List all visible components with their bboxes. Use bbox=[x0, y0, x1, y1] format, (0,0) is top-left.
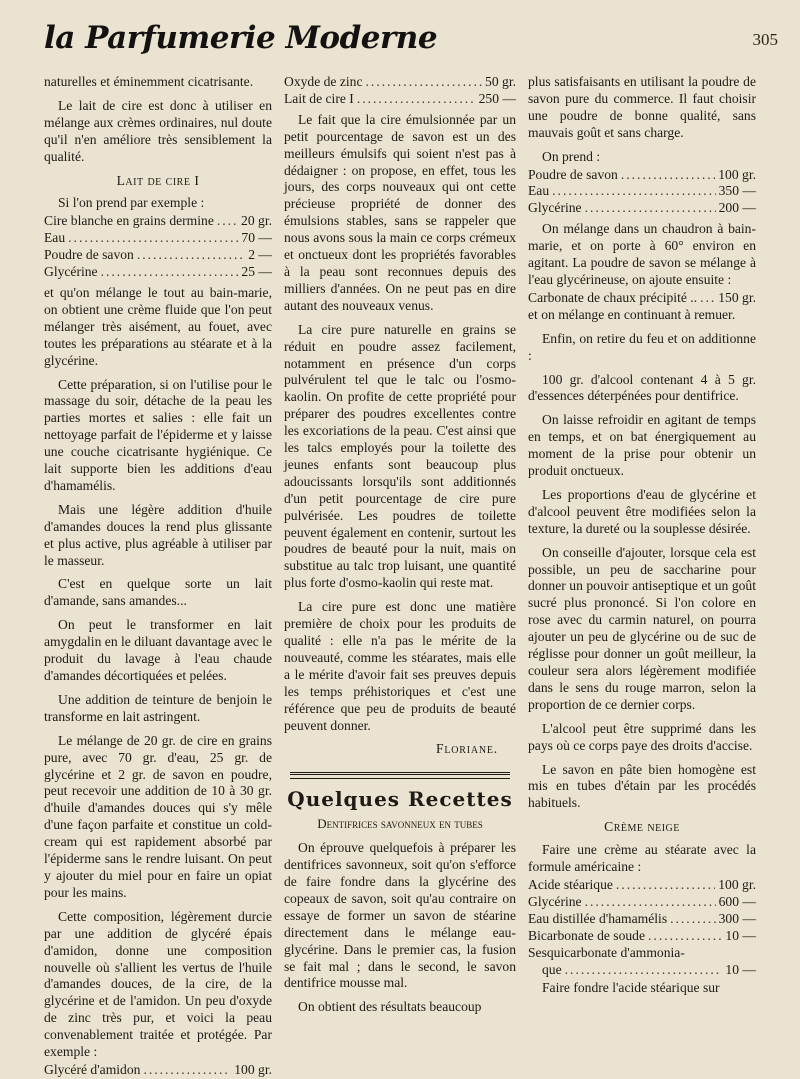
ingredient-qty: 100 gr. bbox=[718, 166, 756, 182]
paragraph: Faire fondre l'acide stéarique sur bbox=[542, 980, 720, 996]
ingredient-label: Glycérine bbox=[528, 893, 582, 909]
leader-dots bbox=[700, 290, 715, 307]
ingredient-list bbox=[528, 877, 756, 978]
paragraph: On peut le transformer en lait amygdalin en le diluant davantage avec le produit du lavage à l'eau chaude d'amandes décortiquées et pelées. bbox=[44, 617, 272, 683]
ingredient-row bbox=[528, 167, 756, 184]
paragraph: On conseille d'ajouter, lorsque cela est possible, un peu de saccharine pour donner un pouvoir antiseptique et un goût sucré plus prononcé. Si l'on colore en rose avec du carmin naturel, on pourra ajouter un peu de glycérine ou de suc de réglisse pour donner un goût meilleur, la couleur sera alors légèrement modifiée dans le sens du rouge marron, selon la proportion de ce dernier corps. bbox=[528, 544, 756, 712]
recipe-title: Lait de cire I bbox=[116, 172, 200, 188]
ingredient-label: Eau bbox=[44, 230, 66, 246]
ingredient-row bbox=[284, 91, 516, 108]
column-1 bbox=[44, 74, 272, 1079]
ingredient-row bbox=[44, 1062, 272, 1079]
column-2 bbox=[284, 74, 516, 1023]
ingredient-qty: 350 — bbox=[718, 183, 756, 199]
leader-dots bbox=[101, 264, 239, 281]
paragraph: plus satisfaisants en utilisant la poudre de savon pure du commerce. Il faut choisir une poudre de bonne qualité, sans mauvais goût et sans charge. bbox=[528, 74, 756, 140]
paragraph: On éprouve quelquefois à préparer les dentifrices savonneux, soit qu'on s'efforce de faire fondre dans la glycérine des copeaux de savon, soit qu'au contraire on essaye de former un savon de stéarine directement dans le mélange eau-glycérine. Dans le premier cas, la fusion se fait mal ; dans le second, le savon dentifrice mousse mal. bbox=[284, 840, 516, 991]
ingredient-label: Oxyde de zinc bbox=[284, 74, 363, 89]
ingredient-qty: 10 — bbox=[725, 927, 756, 943]
paragraph: Les proportions d'eau de glycérine et d'alcool peuvent être modifiées selon la texture, la dureté ou la souplesse désirée. bbox=[528, 486, 756, 536]
paragraph: On prend : bbox=[542, 148, 601, 164]
leader-dots bbox=[585, 894, 716, 911]
ingredient-row bbox=[528, 928, 756, 945]
leader-dots bbox=[552, 183, 715, 200]
paragraph: C'est en quelque sorte un lait d'amande, sans amandes... bbox=[44, 576, 272, 609]
ingredient-label: Bicarbonate de soude bbox=[528, 927, 646, 943]
paragraph: La cire pure est donc une matière première de choix pour les produits de qualité : elle n'a pas le mérite de la nouveauté, comme les stéarates, mais elle a le mérite d'avoir fait ses preuves depuis les temps préhistoriques et c'est une référence que peu de produits de beauté peuvent donner. bbox=[284, 599, 516, 733]
paragraph: Mais une légère addition d'huile d'amandes douces la rend plus glissante et plus active, plus agréable à utiliser par le masseur. bbox=[44, 501, 272, 568]
section-subtitle: Dentifrices savonneux en tubes bbox=[317, 816, 483, 832]
paragraph: Cette préparation, si on l'utilise pour le massage du soir, détache de la peau les parties mortes et salies : elle fait un nettoyage parfait de l'épiderme et y laisse une couche cicatrisante hygiénique. Ce lait supporte bien les additions d'eau d'hamamélis. bbox=[44, 376, 272, 493]
paragraph: L'alcool peut être supprimé dans les pays où ce corps paye des droits d'accise. bbox=[528, 720, 756, 753]
ingredient-label: Glycérine bbox=[44, 264, 98, 280]
ingredient-row bbox=[528, 894, 756, 911]
leader-dots bbox=[565, 962, 723, 979]
ingredient-qty: 100 gr. bbox=[718, 876, 756, 892]
leader-dots bbox=[217, 213, 238, 230]
paragraph: On obtient des résultats beaucoup bbox=[298, 999, 482, 1015]
page-number: 305 bbox=[752, 30, 778, 49]
paragraph: Cette composition, légèrement durcie par une addition de glycéré épais d'amidon, donne une composition nouvelle où s'allient les vertus de l'huile d'amandes douces, de la cire, de la glycérine et de l'amidon. Un peu d'oxyde de zinc très pur, et voici la peau convenablement traitée et protégée. Par exemple : bbox=[44, 908, 272, 1060]
column-3 bbox=[528, 74, 756, 1004]
ingredient-row bbox=[44, 213, 272, 230]
ingredient-list bbox=[284, 74, 516, 108]
ingredient-qty: 2 — bbox=[248, 247, 272, 263]
paragraph: Une addition de teinture de benjoin le transforme en lait astringent. bbox=[44, 691, 272, 724]
recipe-title: Crème neige bbox=[604, 819, 680, 835]
paragraph: On mélange dans un chaudron à bain-marie, et on porte à 60° environ en agitant. La poudre de savon se mélange à l'eau glycérineuse, on ajoute ensuite : bbox=[528, 221, 756, 287]
paragraph: Le savon en pâte bien homogène est mis en tubes d'étain par les procédés habituels. bbox=[528, 761, 756, 811]
paragraph: On laisse refroidir en agitant de temps en temps, et on bat énergiquement au moment de la prise pour obtenir un produit onctueux. bbox=[528, 412, 756, 479]
paragraph: et qu'on mélange le tout au bain-marie, on obtient une crème fluide que l'on peut mélanger très aisément, au fouet, avec toutes les préparations au stéarate et à la glycérine. bbox=[44, 284, 272, 368]
ingredient-label: Lait de cire I bbox=[284, 90, 354, 106]
paragraph: Enfin, on retire du feu et on additionne : bbox=[528, 330, 756, 363]
ingredient-label: Eau distillée d'hamamélis bbox=[528, 910, 668, 926]
ingredient-qty: 300 — bbox=[718, 910, 756, 926]
ingredient-qty: 50 gr. bbox=[485, 74, 516, 89]
paragraph: 100 gr. d'alcool contenant 4 à 5 gr. d'essences déterpénées pour dentifrice. bbox=[528, 371, 756, 404]
ingredient-row bbox=[528, 962, 756, 979]
ingredient-row bbox=[528, 183, 756, 200]
ingredient-label: Carbonate de chaux précipité .. bbox=[528, 289, 698, 305]
ingredient-row bbox=[44, 264, 272, 281]
leader-dots bbox=[137, 247, 245, 264]
leader-dots bbox=[357, 91, 476, 108]
paragraph: Le fait que la cire émulsionnée par un petit pourcentage de savon est un des meilleurs émulsifs qui soient n'est pas à dédaigner : on propose, en effet, tous les jours, des corps nouveaux qui ont cette précieuse propriété de donner des émulsions stables, sans se rappeler que nous avons sous la main ce corps crémeux et onctueux dont les propriétés favorables à la peau sont reconnues depuis des milliers d'années. On ne peut pas en dire autant des nouveaux venus. bbox=[284, 111, 516, 313]
ingredient-qty: 10 — bbox=[725, 961, 756, 977]
ingredient-list bbox=[528, 167, 756, 218]
ingredient-qty: 250 — bbox=[478, 90, 516, 106]
paragraph: La cire pure naturelle en grains se réduit en poudre assez facilement, notamment en présence d'un corps pulvérulent tel que le talc ou l'osmo-kaolin. On profite de cette propriété pour préparer des poudres excellentes contre les excoriations de la peau. C'est ainsi que les talcs employés pour la toilette des jeunes enfants sont beaucoup plus adoucissants lorsqu'ils sont additionnés d'un petit pourcentage de cire pure pulvérisée. Les poudres de toilette peuvent également en contenir, surtout les poudres de beauté pour la nuit, mais on substitue au talc trop luisant, une quantité plus forte d'osmo-kaolin qui reste mat. bbox=[284, 321, 516, 591]
ingredient-label: Glycéré d'amidon bbox=[44, 1061, 141, 1077]
masthead-logo: la Parfumerie Moderne bbox=[44, 20, 438, 56]
paragraph: naturelles et éminemment cicatrisante. bbox=[44, 74, 254, 89]
paragraph: Faire une crème au stéarate avec la formule américaine : bbox=[528, 842, 756, 875]
ingredient-qty: 70 — bbox=[241, 230, 272, 246]
ingredient-label: que bbox=[542, 961, 562, 977]
paragraph: Le mélange de 20 gr. de cire en grains pure, avec 70 gr. d'eau, 25 gr. de glycérine et 2 gr. de savon en poudre, peut recevoir une addition de 10 à 30 gr. d'huile d'amandes douces qui s'y mêle d'une façon parfaite et constitue un cold-cream qui est rapidement absorbé par l'épiderme sans le rendre luisant. On peut y ajouter du miel pour en faire un opiat pour les mains. bbox=[44, 732, 272, 900]
ingredient-row bbox=[284, 74, 516, 91]
leader-dots bbox=[585, 200, 716, 217]
leader-dots bbox=[616, 877, 715, 894]
ingredient-list bbox=[44, 213, 272, 281]
leader-dots bbox=[670, 911, 716, 928]
ingredient-qty: 25 — bbox=[241, 264, 272, 280]
ingredient-label: Eau bbox=[528, 183, 550, 199]
ingredient-row bbox=[44, 247, 272, 264]
ingredient-label: Poudre de savon bbox=[44, 247, 134, 263]
author-signature: Floriane. bbox=[435, 741, 498, 757]
ingredient-qty: 200 — bbox=[718, 200, 756, 216]
ingredient-label: Acide stéarique bbox=[528, 876, 613, 892]
ingredient-qty: 600 — bbox=[718, 893, 756, 909]
ingredient-label: Poudre de savon bbox=[528, 166, 618, 182]
ingredient-label: Cire blanche en grains dermine bbox=[44, 213, 214, 229]
paragraph: et on mélange en continuant à remuer. bbox=[528, 306, 736, 322]
leader-dots bbox=[143, 1062, 231, 1079]
ingredient-row bbox=[528, 877, 756, 894]
paragraph: Le lait de cire est donc à utiliser en mélange aux crèmes ordinaires, nul doute qu'il n'en améliore très sensiblement la qualité. bbox=[44, 97, 272, 164]
ingredient-row bbox=[528, 911, 756, 928]
section-title: Quelques Recettes bbox=[287, 787, 513, 812]
leader-dots bbox=[68, 230, 238, 247]
ingredient-label: Glycérine bbox=[528, 200, 582, 216]
ingredient-label-line: Sesquicarbonate d'ammonia- bbox=[528, 944, 685, 960]
ingredient-row bbox=[528, 290, 756, 307]
leader-dots bbox=[366, 74, 483, 91]
leader-dots bbox=[621, 167, 715, 184]
ingredient-qty: 150 gr. bbox=[718, 289, 756, 305]
ingredient-qty: 20 gr. bbox=[241, 213, 272, 229]
section-divider bbox=[290, 772, 510, 779]
paragraph: Si l'on prend par exemple : bbox=[58, 195, 205, 211]
ingredient-qty: 100 gr. bbox=[234, 1061, 272, 1077]
leader-dots bbox=[648, 928, 722, 945]
ingredient-row bbox=[44, 230, 272, 247]
ingredient-row bbox=[528, 200, 756, 217]
